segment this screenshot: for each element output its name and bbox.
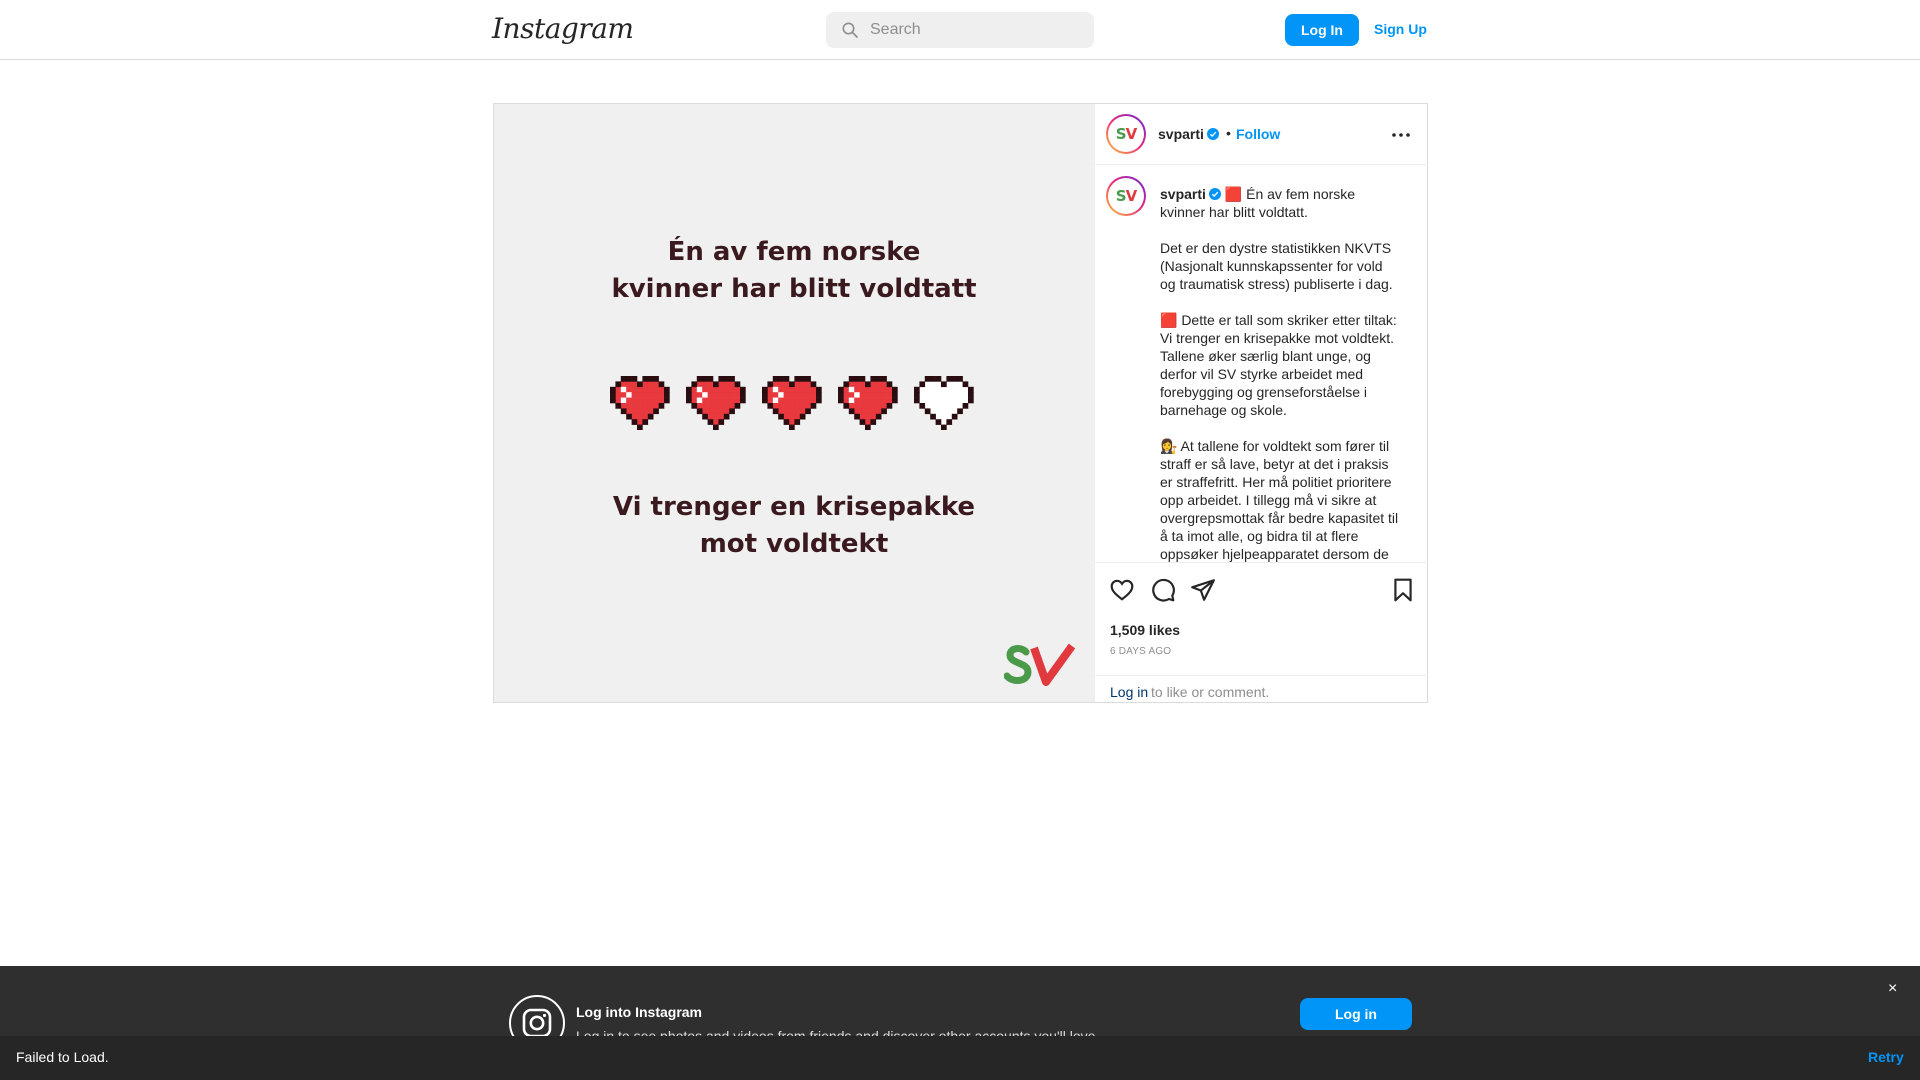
pixel-hearts [610,376,980,430]
instagram-logo[interactable]: Instagram [492,12,634,45]
save-bookmark-icon[interactable] [1390,577,1416,603]
login-to-comment [1095,675,1428,703]
verified-badge-icon [1209,188,1221,200]
log-in-button[interactable]: Log In [1285,14,1359,46]
empty-heart [914,376,974,430]
log-in-link[interactable]: Log in [1110,684,1149,700]
filled-heart [610,376,670,430]
post-image[interactable] [494,104,1094,702]
like-heart-icon[interactable] [1109,577,1135,603]
comment-icon[interactable] [1150,577,1176,603]
post-actions [1095,562,1428,702]
more-options-icon[interactable] [1391,132,1411,138]
retry-button[interactable]: Retry [1868,1049,1904,1065]
post-header [1095,104,1428,165]
image-text-line: Vi trenger en krisepakke [612,492,976,522]
login-banner [0,966,1920,1044]
separator-dot: • [1226,125,1231,141]
follow-button[interactable]: Follow [1236,126,1281,142]
sign-up-link[interactable]: Sign Up [1374,21,1427,37]
post-sidebar [1094,104,1427,702]
share-send-icon[interactable] [1190,577,1216,603]
image-text-line: Én av fem norske [667,237,921,267]
error-bar [0,1036,1920,1080]
filled-heart [838,376,898,430]
sv-logo [1004,642,1076,686]
search-icon [842,22,858,38]
banner-title: Log into Instagram [576,1004,702,1020]
close-icon[interactable]: × [1888,980,1898,997]
error-message: Failed to Load. [16,1049,109,1065]
avatar-logo: SV [1115,125,1137,143]
search-input[interactable] [870,12,1080,48]
author-username[interactable]: svparti [1158,126,1204,142]
caption-text [1160,185,1400,562]
caption-area[interactable] [1095,165,1428,562]
author-avatar[interactable] [1106,114,1146,154]
banner-log-in-button[interactable]: Log in [1300,998,1412,1030]
post-timestamp: 6 DAYS AGO [1110,646,1172,657]
filled-heart [762,376,822,430]
caption-body: 🟥 Én av fem norske kvinner har blitt voldtatt. Det er den dystre statistikken NKVTS (Nasjonalt kunnskapssenter for vold og traumatisk stress) publiserte i dag. 🟥 Dette er tall som skriker etter tiltak: Vi trenger en krisepakke mot voldtekt. Tallene øker særlig blant unge, og derfor vil SV styrke arbeidet med forebygging og grenseforståelse i barnehage og skole. 👩‍⚖️ At tallene for voldtekt som fører til straff er så lave, betyr at det i praksis er straffefritt. Her må politiet prioritere opp arbeidet. I tillegg må vi sikre at overgrepsmottak får bedre kapasitet til å ta imot alle, og bidra til at flere oppsøker hjelpeapparatet dersom de [1160,186,1399,562]
likes-count[interactable]: 1,509 likes [1110,622,1181,638]
post-card [493,103,1428,703]
avatar-logo: SV [1115,187,1137,205]
filled-heart [686,376,746,430]
image-text-line: kvinner har blitt voldtatt [611,274,977,304]
search-box[interactable] [826,12,1094,48]
top-navigation-bar [0,0,1920,60]
caption-username[interactable]: svparti [1160,186,1206,202]
image-text-line: mot voldtekt [699,529,889,559]
caption-avatar[interactable] [1106,176,1146,216]
verified-badge-icon [1207,128,1219,140]
login-prompt-text: to like or comment. [1151,684,1270,700]
